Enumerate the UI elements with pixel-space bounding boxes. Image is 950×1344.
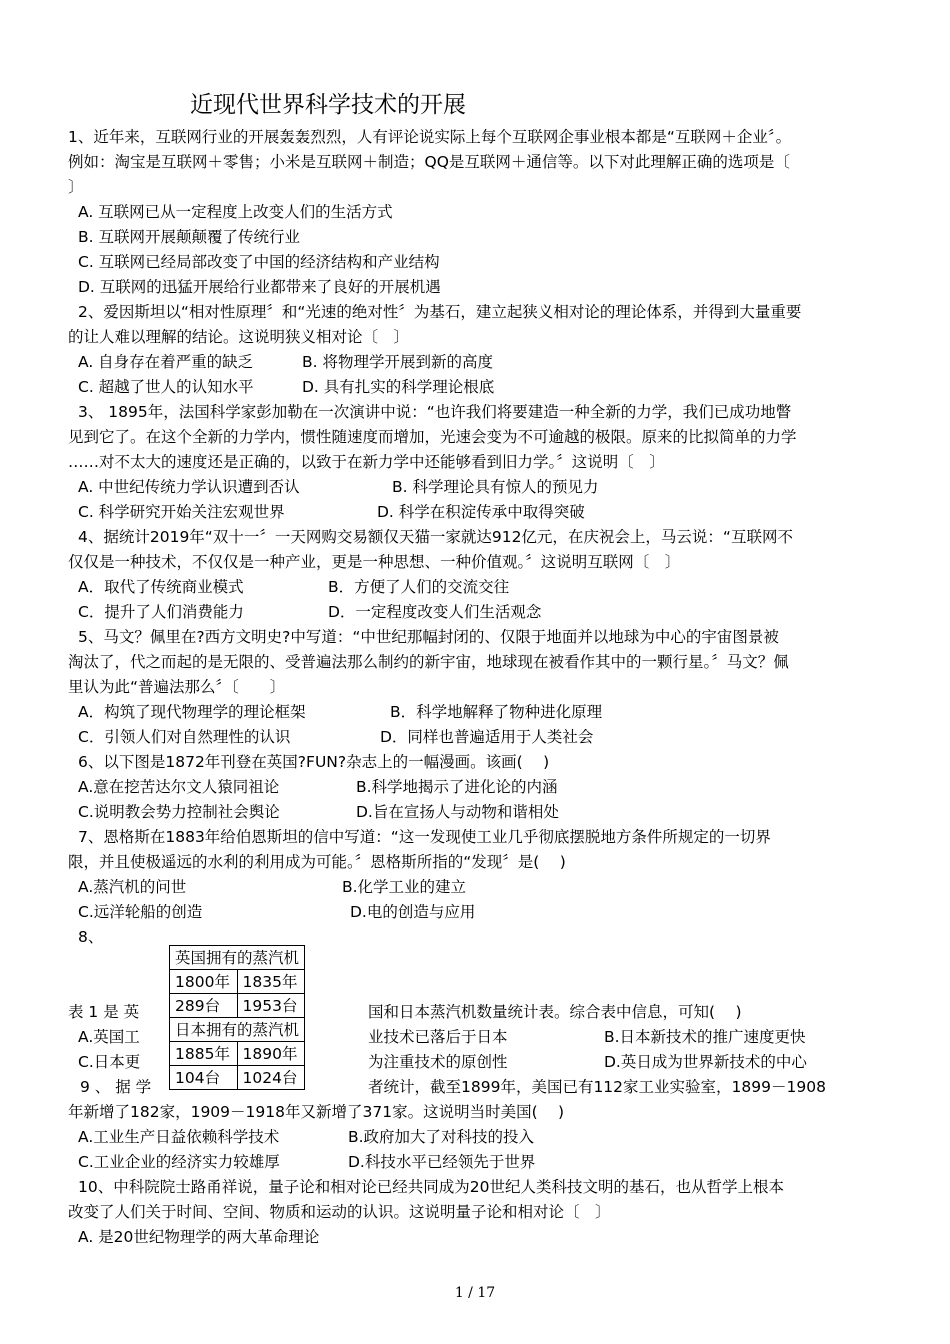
q9-line-1: 者统计，截至1899年，美国已有112家工业实验室，1899－1908 bbox=[368, 1078, 826, 1096]
page-title: 近现代世界科学技术的开展 bbox=[190, 92, 466, 118]
jp-year-cell: 1885年 bbox=[170, 1042, 238, 1066]
q6-line-1: 6、以下图是1872年刊登在英国?FUN?杂志上的一幅漫画。该画( ) bbox=[78, 753, 550, 771]
uk-header-cell: 英国拥有的蒸汽机 bbox=[170, 946, 305, 970]
q1-option-b: B. 互联网开展颠颠覆了传统行业 bbox=[78, 228, 300, 246]
q2-option-a: A. 自身存在着严重的缺乏 bbox=[78, 353, 254, 371]
q7-option-d: D.电的创造与应用 bbox=[350, 903, 476, 921]
q10-line-2: 改变了人们关于时间、空间、物质和运动的认识。这说明量子论和相对论〔 〕 bbox=[68, 1203, 611, 1221]
q1-option-c: C. 互联网已经局部改变了中国的经济结构和产业结构 bbox=[78, 253, 440, 271]
q5-line-1: 5、马文？佩里在?西方文明史?中写道：“中世纪那幅封闭的、仅限于地面并以地球为中心的宇宙图景被 bbox=[78, 628, 779, 646]
q3-line-1: 3、 1895年，法国科学家彭加勒在一次演讲中说：“也许我们将要建造一种全新的力学，我们已成功地瞥 bbox=[78, 403, 792, 421]
q9-line-2: 年新增了182家，1909－1918年又新增了371家。这说明当时美国( ) bbox=[68, 1103, 565, 1121]
q3-option-c: C. 科学研究开始关注宏观世界 bbox=[78, 503, 285, 521]
q6-option-d: D.旨在宣扬人与动物和谐相处 bbox=[356, 803, 559, 821]
q2-line-2: 的让人难以理解的结论。这说明狭义相对论〔 〕 bbox=[68, 328, 410, 346]
jp-count-cell: 1024台 bbox=[237, 1066, 305, 1090]
table-row bbox=[170, 994, 305, 1018]
uk-year-cell: 1835年 bbox=[237, 970, 305, 994]
table-row bbox=[170, 1042, 305, 1066]
jp-year-cell: 1890年 bbox=[237, 1042, 305, 1066]
q4-option-b: B．方便了人们的交流交往 bbox=[328, 578, 510, 596]
q8-number: 8、 bbox=[78, 928, 104, 946]
q4-option-d: D．一定程度改变人们生活观念 bbox=[328, 603, 542, 621]
table-row bbox=[170, 946, 305, 970]
q8-option-b: B.日本新技术的推广速度更快 bbox=[604, 1028, 806, 1046]
q8-option-d: D.英日成为世界新技术的中心 bbox=[604, 1053, 807, 1071]
q5-line-2: 淘汰了，代之而起的是无限的、受普遍法那么制约的新宇宙，地球现在被看作其中的一颗行星。〞马文？佩 bbox=[68, 653, 789, 671]
q7-line-1: 7、恩格斯在1883年给伯恩斯坦的信中写道：“这一发现使工业几乎彻底摆脱地方条件所规定的一切界 bbox=[78, 828, 771, 846]
q6-option-b: B.科学地揭示了进化论的内涵 bbox=[356, 778, 558, 796]
q5-option-d: D．同样也普遍适用于人类社会 bbox=[380, 728, 594, 746]
q4-line-2: 仅仅是一种技术，不仅仅是一种产业，更是一种思想、一种价值观。〞这说明互联网〔 〕 bbox=[68, 553, 681, 571]
uk-count-cell: 1953台 bbox=[237, 994, 305, 1018]
q8-option-c-suffix: 为注重技术的原创性 bbox=[368, 1053, 508, 1071]
q8-option-a-prefix: A.英国工 bbox=[78, 1028, 140, 1046]
q5-option-a: A．构筑了现代物理学的理论框架 bbox=[78, 703, 306, 721]
q9-option-b: B.政府加大了对科技的投入 bbox=[348, 1128, 535, 1146]
q1-option-d: D. 互联网的迅猛开展给行业都带来了良好的开展机遇 bbox=[78, 278, 441, 296]
q7-option-c: C.远洋轮船的创造 bbox=[78, 903, 203, 921]
steam-engine-table bbox=[169, 945, 305, 1090]
q2-option-d: D. 具有扎实的科学理论根底 bbox=[302, 378, 495, 396]
jp-count-cell: 104台 bbox=[170, 1066, 238, 1090]
q9-stem-prefix: 9 、 据 学 bbox=[80, 1078, 152, 1096]
q8-stem-suffix: 国和日本蒸汽机数量统计表。综合表中信息，可知( ) bbox=[368, 1003, 742, 1021]
q1-line-1: 1、近年来，互联网行业的开展轰轰烈烈，人有评论说实际上每个互联网企事业根本都是“互联网＋企业〞。 bbox=[68, 128, 792, 146]
q8-stem-prefix: 表 1 是 英 bbox=[68, 1003, 140, 1021]
q5-option-b: B．科学地解释了物种进化原理 bbox=[390, 703, 603, 721]
q3-option-d: D. 科学在积淀传承中取得突破 bbox=[377, 503, 585, 521]
q9-option-c: C.工业企业的经济实力较雄厚 bbox=[78, 1153, 280, 1171]
q1-option-a: A. 互联网已从一定程度上改变人们的生活方式 bbox=[78, 203, 393, 221]
uk-count-cell: 289台 bbox=[170, 994, 238, 1018]
q9-option-a: A.工业生产日益依赖科学技术 bbox=[78, 1128, 280, 1146]
q10-option-a: A. 是20世纪物理学的两大革命理论 bbox=[78, 1228, 320, 1246]
q2-option-c: C. 超越了世人的认知水平 bbox=[78, 378, 254, 396]
q3-option-a: A. 中世纪传统力学认识遭到否认 bbox=[78, 478, 300, 496]
table-row bbox=[170, 1018, 305, 1042]
q8-option-c-prefix: C.日本更 bbox=[78, 1053, 141, 1071]
table-row bbox=[170, 970, 305, 994]
table-row bbox=[170, 1066, 305, 1090]
q3-line-3: ……对不太大的速度还是正确的，以致于在新力学中还能够看到旧力学。〞这说明〔 〕 bbox=[68, 453, 665, 471]
jp-header-cell: 日本拥有的蒸汽机 bbox=[170, 1018, 305, 1042]
uk-year-cell: 1800年 bbox=[170, 970, 238, 994]
q2-option-b: B. 将物理学开展到新的高度 bbox=[302, 353, 493, 371]
q10-line-1: 10、中科院院士路甬祥说，量子论和相对论已经共同成为20世纪人类科技文明的基石，也从哲学上根本 bbox=[78, 1178, 784, 1196]
q1-line-3: 〕 bbox=[68, 178, 84, 196]
q3-option-b: B. 科学理论具有惊人的预见力 bbox=[392, 478, 599, 496]
q7-option-b: B.化学工业的建立 bbox=[342, 878, 467, 896]
page-number: 1 / 17 bbox=[454, 1285, 496, 1301]
q8-option-a-suffix: 业技术已落后于日本 bbox=[368, 1028, 508, 1046]
q6-option-c: C.说明教会势力控制社会舆论 bbox=[78, 803, 280, 821]
q4-option-a: A．取代了传统商业模式 bbox=[78, 578, 244, 596]
q9-option-d: D.科技水平已经领先于世界 bbox=[348, 1153, 536, 1171]
q3-line-2: 见到它了。在这个全新的力学内，惯性随速度而增加，光速会变为不可逾越的极限。原来的比拟简单的力学 bbox=[68, 428, 797, 446]
q4-line-1: 4、据统计2019年“双十一〞一天网购交易额仅天猫一家就达912亿元，在庆祝会上，马云说：“互联网不 bbox=[78, 528, 793, 546]
q5-option-c: C．引领人们对自然理性的认识 bbox=[78, 728, 291, 746]
q4-option-c: C．提升了人们消费能力 bbox=[78, 603, 244, 621]
q1-line-2: 例如：淘宝是互联网＋零售；小米是互联网＋制造；QQ是互联网＋通信等。以下对此理解正确的选项是〔 bbox=[68, 153, 790, 171]
q2-line-1: 2、爱因斯坦以“相对性原理〞和“光速的绝对性〞为基石，建立起狭义相对论的理论体系，并得到大量重要 bbox=[78, 303, 802, 321]
q7-option-a: A.蒸汽机的问世 bbox=[78, 878, 187, 896]
q6-option-a: A.意在挖苦达尔文人猿同祖论 bbox=[78, 778, 280, 796]
q5-line-3: 里认为此“普遍法那么〞〔 〕 bbox=[68, 678, 286, 696]
q7-line-2: 限，并且使极遥远的水利的利用成为可能。〞恩格斯所指的“发现〞是( ) bbox=[68, 853, 566, 871]
